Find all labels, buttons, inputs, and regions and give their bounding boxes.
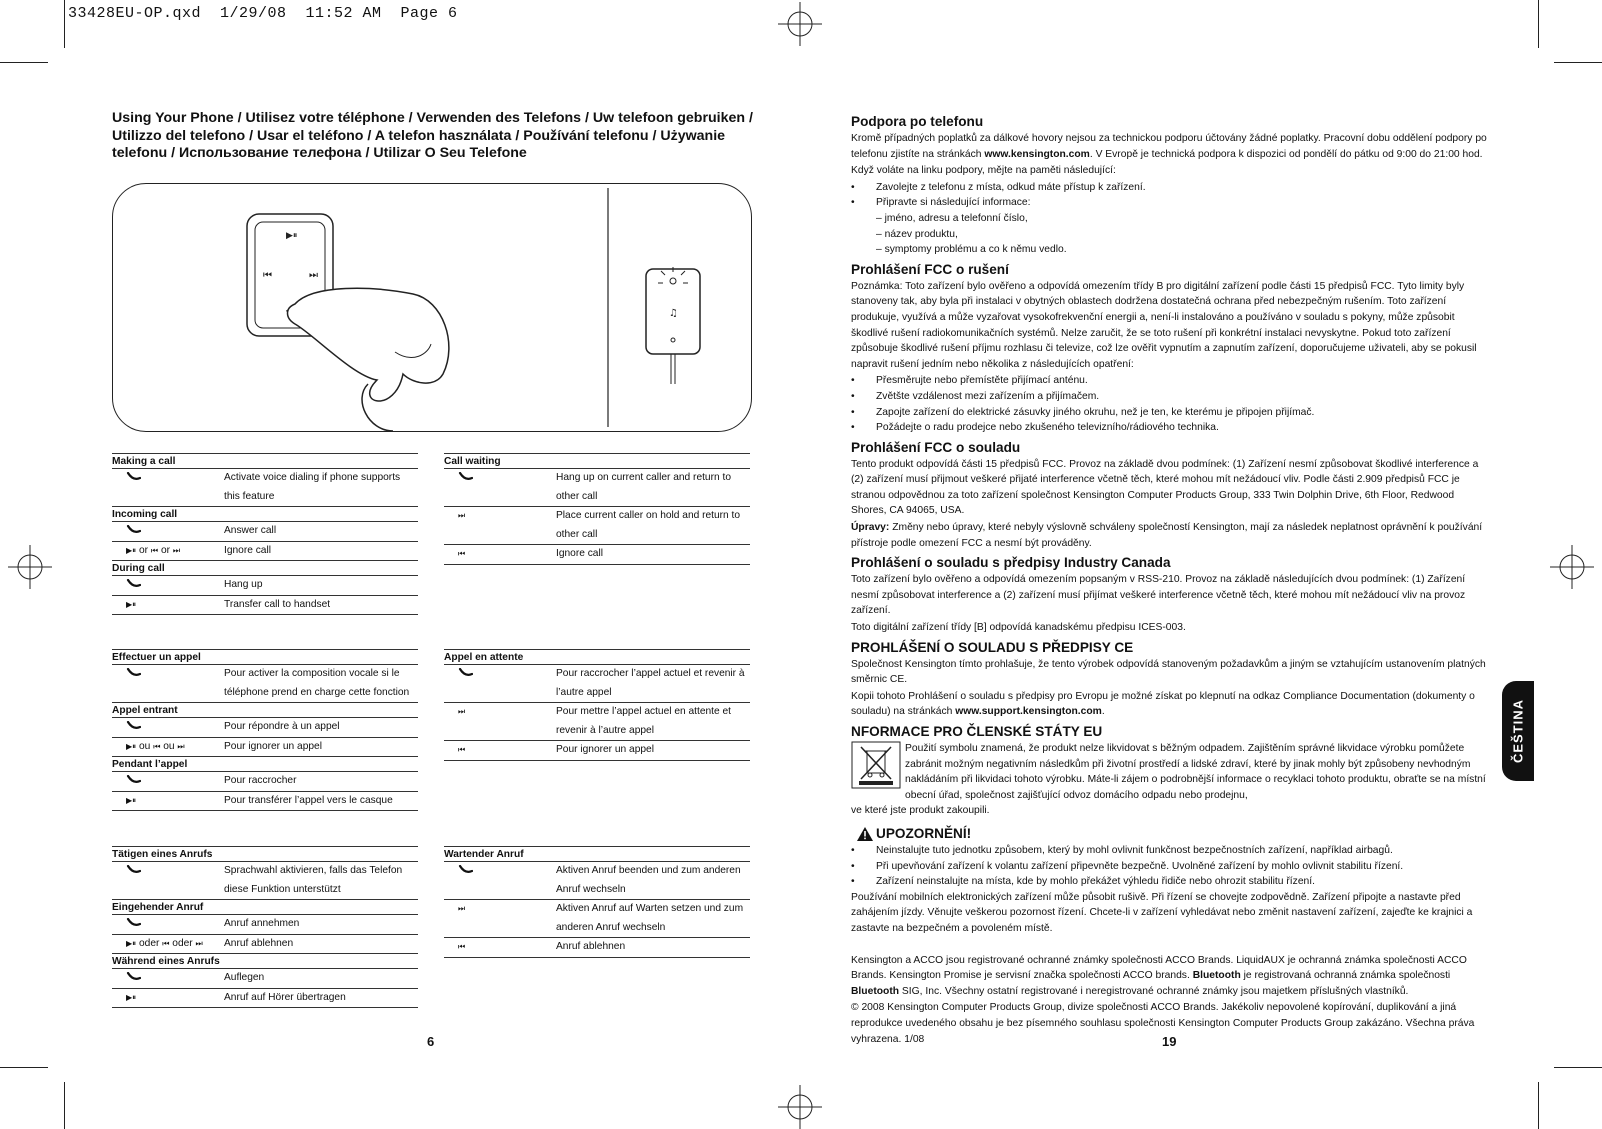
table-section-header: During call: [112, 560, 418, 575]
phone-icon: [126, 918, 141, 926]
table-section-header: Incoming call: [112, 506, 418, 521]
phone-icon: [126, 472, 141, 480]
table-row: [112, 468, 418, 506]
table-row: [112, 988, 418, 1009]
table-row: [444, 861, 750, 899]
paragraph: Poznámka: Toto zařízení bylo ověřeno a odpovídá omezením třídy B pro digitální zařízení podle části 15 předpisů FCC. Tyto limity byly stanoveny tak, aby byla při instalaci v obytných oblastech dodržena dostatečná ochrana před nebezpečným rušením. Toto zařízení produkuje, využívá a může vyzařovat vysokofrekvenční energii a, není-li instalováno a používáno v souladu s pokyny, může způsobit škodlivé rušení radiokomunikačních systémů. Nelze zaručit, že se toto rušení při konkrétní instalaci nevyskytne. Pokud toto zařízení způsobuje škodlivé rušení příjmu rozhlasu či televize, což lze ověřit vypnutím a zapnutím zařízení, doporučujeme uživateli, aby se pokusil napravit rušení jedním nebo několika z následujících opatření:: [851, 280, 1477, 370]
czech-page-content: [851, 110, 1491, 1048]
function-table: [112, 846, 418, 1008]
text: . V Evropě je technická podpora k dispozici od pondělí do pátku od 9:00 do 21:00 hod.: [1089, 148, 1483, 160]
button-keys: [444, 545, 556, 564]
crop-mark: [64, 1082, 65, 1129]
function-description: Anruf ablehnen: [224, 937, 294, 949]
button-keys: [444, 469, 556, 506]
section-title: PROHLÁŠENÍ O SOULADU S PŘEDPISY CE: [851, 639, 1134, 655]
function-description: Pour raccrocher: [224, 775, 297, 786]
next-track-icon: ⏭: [172, 545, 181, 555]
function-table: [112, 453, 418, 615]
or-label: oder: [139, 937, 160, 949]
page-number: 19: [1162, 1034, 1177, 1049]
button-keys: [444, 900, 556, 937]
list-item: • Zavolejte z telefonu z místa, odkud máte přístup k zařízení.: [851, 180, 1491, 196]
table-row: [112, 934, 418, 954]
table-row: [444, 468, 750, 506]
function-description: Ignore call: [556, 548, 604, 559]
play-pause-icon: ▶⏸: [126, 938, 137, 948]
table-row: [112, 717, 418, 737]
function-description: Aktiven Anruf auf Warten setzen und zum anderen Anruf wechseln: [556, 903, 744, 933]
side-tab-label: ČEŠTINA: [1510, 698, 1526, 764]
function-table: [444, 846, 750, 958]
previous-track-icon: ⏮: [162, 938, 170, 948]
button-keys: [444, 938, 556, 957]
list-item: • Zvětšte vzdálenost mezi zařízením a přijímačem.: [851, 389, 1491, 405]
or-label: oder: [172, 937, 193, 949]
play-pause-icon: ▶⏸: [126, 599, 137, 609]
language-side-tab: [1502, 681, 1534, 781]
label: Úpravy:: [851, 522, 890, 534]
paragraph: [851, 689, 1491, 720]
table-row: [112, 595, 418, 616]
function-description: Auflegen: [224, 972, 265, 983]
section-title: NFORMACE PRO ČLENSKÉ STÁTY EU: [851, 724, 1103, 739]
paragraph: [851, 953, 1491, 1000]
next-track-icon: ⏭: [177, 741, 185, 751]
bullet-list: [851, 180, 1491, 211]
function-description: Answer call: [224, 525, 277, 536]
table-section-header: Pendant l’appel: [112, 756, 418, 771]
button-keys: [112, 738, 224, 757]
section-title: Prohlášení o souladu s předpisy Industry Canada: [851, 555, 1171, 571]
button-keys: [444, 862, 556, 899]
table-section-header: Making a call: [112, 453, 418, 468]
crop-mark: [0, 62, 48, 63]
paragraph: Společnost Kensington tímto prohlašuje, že tento výrobek odpovídá stanoveným požadavkům a jiným se vztahujícím ustanovením platných směrnic CE.: [851, 658, 1486, 686]
support-url: www.kensington.com: [984, 148, 1090, 160]
button-keys: [444, 703, 556, 740]
table-row: [444, 544, 750, 565]
or-label: or: [160, 544, 171, 556]
table-row: [112, 968, 418, 988]
list-item: • Neinstalujte tuto jednotku způsobem, který by mohl ovlivnit funkčnost bezpečnostních zařízení, například airbagů.: [851, 843, 1491, 859]
previous-track-icon: ⏮: [458, 745, 466, 754]
registration-mark-icon: [8, 545, 52, 589]
table-row: [112, 861, 418, 899]
function-description: Activate voice dialing if phone supports this feature: [224, 472, 401, 502]
section-title: Podpora po telefonu: [851, 114, 984, 129]
table-section-header: Während eines Anrufs: [112, 953, 418, 968]
list-item: • Při upevňování zařízení k volantu zařízení připevněte bezpečně. Uvolněné zařízení by mohlo ovlivnit stabilitu řízení.: [851, 859, 1491, 875]
table-row: [112, 771, 418, 791]
text: Bluetooth: [1192, 970, 1241, 982]
next-track-icon: ⏭: [458, 904, 466, 913]
list-item: • Zařízení neinstalujte na místa, kde by mohlo překážet výhledu řidiče nebo ohrozit stabilitu řízení.: [851, 874, 1491, 890]
function-description: Pour répondre à un appel: [224, 721, 340, 732]
list-item: • Požádejte o radu prodejce nebo zkušeného televizního/rádiového technika.: [851, 420, 1491, 436]
svg-text:▶⏸: ▶⏸: [286, 231, 298, 241]
or-label: ou: [139, 740, 151, 752]
button-keys: [444, 507, 556, 544]
previous-track-icon: ⏮: [150, 545, 159, 555]
button-keys: [112, 576, 224, 595]
page-number: 6: [427, 1034, 435, 1049]
support-url: www.support.kensington.com: [955, 706, 1102, 718]
button-keys: [112, 969, 224, 988]
table-row: [112, 575, 418, 595]
warning-label: UPOZORNĚNÍ!: [876, 825, 972, 841]
paragraph: Použití symbolu znamená, že produkt nelze likvidovat s běžným odpadem. Zajištěním správné likvidace výrobku pomůžete zabránit možným negativním následkům při životní prostředí a lidské zdraví, které by jinak mohly být způsobeny nevhodným nakládáním při likvidaci tohoto výrobku. Máte-li zájem o podrobnější informace o recyklaci tohoto produktu, obraťte se na místní obecní úřad, společnost zajišťující odvoz domácího odpadu nebo prodejnu,: [905, 743, 1486, 801]
text: Kromě případných poplatků za dálkové hovory nejsou za technickou podporu účtovány žádné poplatky. Pracovní dobu oddělení podpory po telefonu zjistíte na stránkách: [851, 133, 1487, 160]
list-item: • Zapojte zařízení do elektrické zásuvky jiného okruhu, než je ten, ke kterému je připojen přijímač.: [851, 405, 1491, 421]
function-table: [444, 649, 750, 761]
svg-text:⏮: ⏮: [263, 270, 272, 281]
crop-mark: [1554, 62, 1602, 63]
registration-mark-icon: [1550, 545, 1594, 589]
button-keys: [112, 915, 224, 934]
function-description: Ignore call: [224, 544, 272, 556]
button-keys: [112, 792, 224, 811]
function-description: Transfer call to handset: [224, 598, 331, 610]
button-keys: [112, 522, 224, 541]
bullet-list: [851, 843, 1491, 890]
svg-text:♫: ♫: [669, 308, 678, 319]
or-label: or: [139, 544, 149, 556]
device-illustration: [112, 183, 752, 432]
warning-icon: [857, 827, 873, 841]
phone-icon: [126, 525, 141, 533]
paragraph: Toto digitální zařízení třídy [B] odpovídá kanadskému předpisu ICES-003.: [851, 622, 1186, 634]
button-keys: [444, 665, 556, 702]
text: Kensington a ACCO jsou registrované ochranné známky společnosti ACCO Brands. LiquidAUX je ochranná známka společnosti ACCO Brands. Kensington Promise je servisní značka společnosti ACCO brands.: [851, 954, 1467, 982]
table-section-header: Wartender Anruf: [444, 846, 750, 861]
table-row: [112, 737, 418, 757]
phone-icon: [126, 579, 141, 587]
table-section-header: Eingehender Anruf: [112, 899, 418, 914]
phone-icon: [126, 668, 141, 676]
previous-track-icon: ⏮: [458, 942, 466, 951]
list-item: – symptomy problému a co k němu vedlo.: [876, 244, 1067, 256]
previous-track-icon: ⏮: [153, 741, 161, 751]
table-row: [444, 937, 750, 958]
paragraph: Používání mobilních elektronických zařízení může působit rušivě. Při řízení se chovejte zodpovědně. Zařízení připojte a nastavte před zahájením jízdy. Věnujte veškerou pozornost řízení. Chcete-li v zařízení vyhledávat nebo změnit nastavení zařízení, zajeďte ke krajnici a zastavte na bezpečném a povoleném místě.: [851, 891, 1473, 934]
table-section-header: Appel en attente: [444, 649, 750, 664]
list-item: • Připravte si následující informace:: [851, 195, 1491, 211]
phone-icon: [126, 775, 141, 783]
button-keys: [112, 665, 224, 702]
paragraph: © 2008 Kensington Computer Products Group, divize společnosti ACCO Brands. Jakékoliv nepovolené kopírování, duplikování a jiná reprodukce uvedeného obsahu je bez písemného souhlasu společnosti Kensington Computer Products Group zakázáno. Všechna práva vyhrazena. 1/08: [851, 1002, 1475, 1045]
list-item: – název produktu,: [876, 228, 958, 240]
phone-icon: [126, 972, 141, 980]
button-keys: [112, 469, 224, 506]
finger-pressing-button-illustration: [113, 184, 751, 431]
play-pause-icon: ▶⏸: [126, 741, 137, 751]
button-keys: [112, 718, 224, 737]
phone-icon: [458, 668, 473, 676]
function-table: [112, 649, 418, 811]
text: Kopii tohoto Prohlášení o souladu s předpisy pro Evropu je možné získat po klepnutí na odkaz Compliance Documentation (dokumenty o souladu) na stránkách: [851, 690, 1475, 718]
table-row: [444, 506, 750, 544]
button-keys: [112, 935, 224, 954]
function-description: Place current caller on hold and return to other call: [556, 510, 741, 540]
registration-mark-icon: [778, 2, 822, 46]
table-row: [444, 702, 750, 740]
paragraph: Když voláte na linku podpory, mějte na paměti následující:: [851, 165, 1116, 177]
play-pause-icon: ▶⏸: [126, 992, 137, 1002]
function-description: Pour ignorer un appel: [556, 744, 654, 755]
paragraph: Tento produkt odpovídá části 15 předpisů FCC. Provoz na základě dvou podmínek: (1) Zařízení nesmí způsobovat škodlivé interference a (2) zařízení musí přijmout veškeré přijaté interference včetně těch, které mohou mít nežádoucí vliv. Podle části 2.909 předpisů FCC je stranou odpovědnou za toto zařízení společnost Kensington Computer Products Group, 333 Twin Dolphin Drive, 6th Floor, Redwood Shores, CA 94065, USA.: [851, 458, 1479, 517]
next-track-icon: ⏭: [458, 511, 466, 520]
button-keys: [112, 596, 224, 615]
text: Bluetooth: [851, 985, 900, 997]
table-row: [112, 914, 418, 934]
button-keys: [112, 862, 224, 899]
play-pause-icon: ▶⏸: [126, 795, 137, 805]
table-row: [112, 521, 418, 541]
text: je registrovaná ochranná známka společnosti: [1240, 970, 1451, 982]
function-description: Hang up: [224, 579, 263, 590]
crop-mark: [1538, 0, 1539, 48]
function-description: Pour mettre l’appel actuel en attente et revenir à l’autre appel: [556, 706, 731, 736]
paragraph: [851, 131, 1491, 162]
phone-icon: [126, 721, 141, 729]
function-description: Anruf annehmen: [224, 918, 300, 929]
function-description: Hang up on current caller and return to other call: [556, 472, 731, 502]
button-keys: [112, 772, 224, 791]
paragraph: ve které jste produkt zakoupili.: [851, 805, 990, 817]
warning-title: [851, 825, 1491, 843]
weee-block: [851, 741, 1491, 803]
registration-mark-icon: [778, 1085, 822, 1129]
or-label: ou: [163, 740, 175, 752]
function-description: Anruf ablehnen: [556, 941, 626, 952]
function-description: Anruf auf Hörer übertragen: [224, 991, 346, 1003]
next-track-icon: ⏭: [195, 938, 203, 948]
table-row: [444, 740, 750, 761]
table-section-header: Call waiting: [444, 453, 750, 468]
print-slug: 33428EU-OP.qxd 1/29/08 11:52 AM Page 6: [68, 5, 458, 22]
section-title: Prohlášení FCC o souladu: [851, 439, 1021, 455]
button-keys: [444, 741, 556, 760]
list-item: • Přesměrujte nebo přemístěte přijímací anténu.: [851, 373, 1491, 389]
function-description: Pour ignorer un appel: [224, 740, 322, 752]
table-section-header: Effectuer un appel: [112, 649, 418, 664]
bullet-list: [851, 373, 1491, 435]
button-keys: [112, 542, 224, 561]
text: Změny nebo úpravy, které nebyly výslovně schváleny společností Kensington, mají za následek neplatnost oprávnění k používání přístroje podle omezení FCC a nesmí být prováděny.: [851, 522, 1483, 549]
page-title: Using Your Phone / Utilisez votre téléphone / Verwenden des Telefons / Uw telefoon gebruiken / Utilizzo del telefono / Usar el teléfono / A telefon használata / Používání telefonu / Używanie telefonu / Использование телефона / Utilizar O Seu Telefone: [112, 110, 753, 162]
crop-mark: [1554, 1067, 1602, 1068]
function-description: Aktiven Anruf beenden und zum anderen Anruf wechseln: [556, 865, 741, 895]
crop-mark: [0, 1067, 48, 1068]
table-row: [112, 664, 418, 702]
function-table: [444, 453, 750, 565]
table-row: [112, 541, 418, 561]
next-track-icon: ⏭: [458, 707, 466, 716]
weee-bin-icon: [851, 741, 901, 789]
table-section-header: Tätigen eines Anrufs: [112, 846, 418, 861]
svg-text:⏭: ⏭: [309, 270, 318, 281]
text: .: [1101, 706, 1105, 718]
list-item: – jméno, adresu a telefonní číslo,: [876, 212, 1028, 224]
function-description: Pour transférer l’appel vers le casque: [224, 794, 393, 806]
phone-icon: [126, 865, 141, 873]
table-row: [444, 899, 750, 937]
table-row: [112, 791, 418, 812]
phone-icon: [458, 472, 473, 480]
crop-mark: [64, 0, 65, 48]
table-row: [444, 664, 750, 702]
table-section-header: Appel entrant: [112, 702, 418, 717]
button-keys: [112, 989, 224, 1008]
function-description: Pour activer la composition vocale si le téléphone prend en charge cette fonction: [224, 668, 410, 698]
previous-track-icon: ⏮: [458, 549, 466, 558]
paragraph: Toto zařízení bylo ověřeno a odpovídá omezením popsaným v RSS-210. Provoz na základě následujících dvou podmínek: (1) Zařízení nesmí způsobovat interference a (2) zařízení musí přijímat veškeré interference včetně těch, které mohou mít nežádoucí vliv na provoz zařízení.: [851, 574, 1466, 617]
function-description: Pour raccrocher l’appel actuel et revenir à l’autre appel: [556, 668, 745, 698]
play-pause-icon: ▶⏸: [126, 545, 137, 555]
function-description: Sprachwahl aktivieren, falls das Telefon diese Funktion unterstützt: [224, 865, 403, 895]
crop-mark: [1538, 1082, 1539, 1129]
paragraph: [851, 520, 1491, 551]
section-title: Prohlášení FCC o rušení: [851, 261, 1009, 277]
text: SIG, Inc. Všechny ostatní registrované i neregistrované ochranné známky jsou majetkem příslušných vlastníků.: [899, 985, 1409, 997]
phone-icon: [458, 865, 473, 873]
